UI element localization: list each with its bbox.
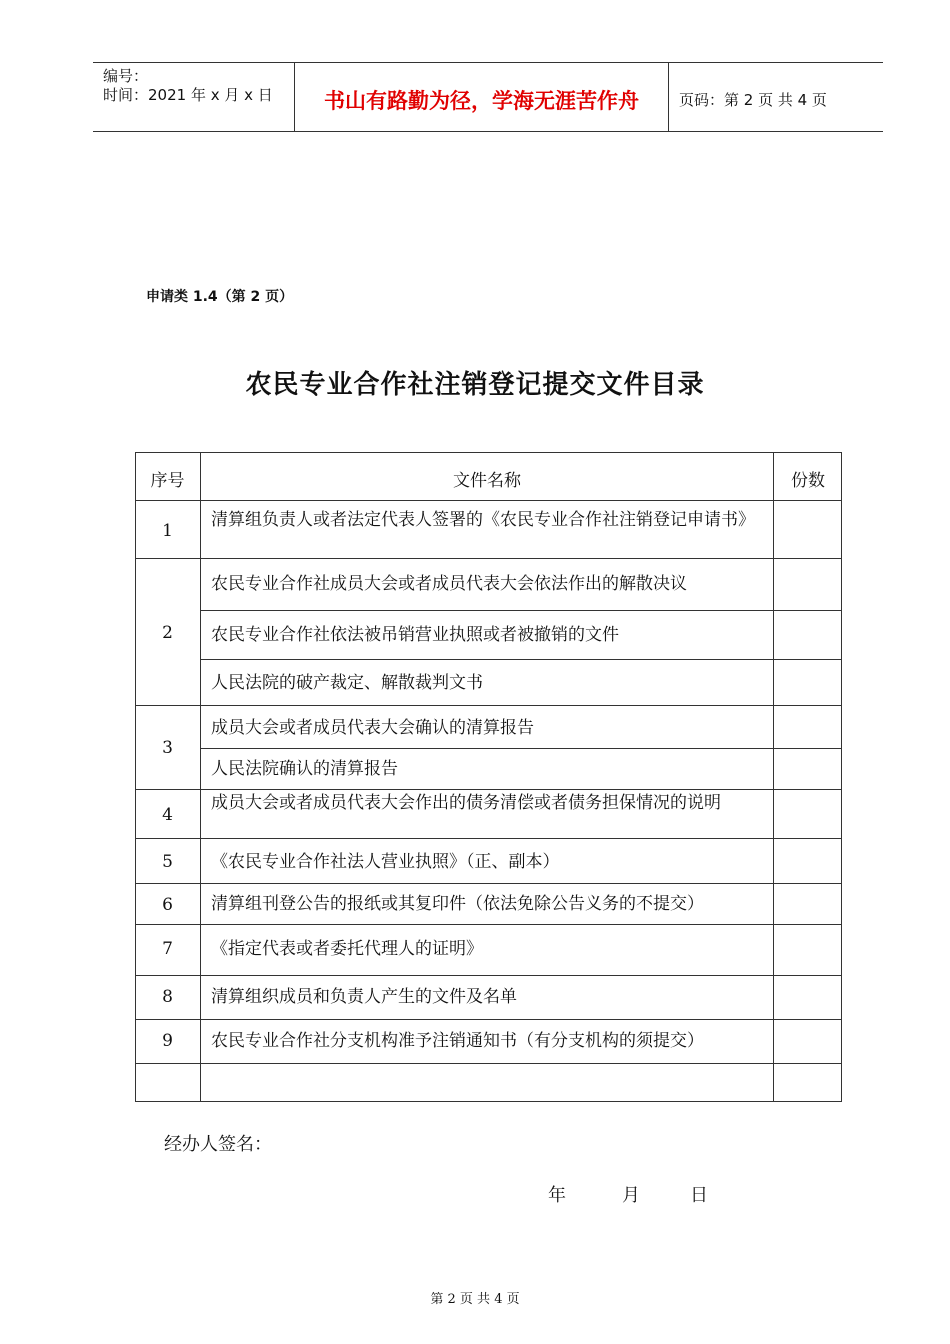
date-year-label: 年	[548, 1185, 566, 1206]
row-line	[135, 1019, 842, 1020]
date-day-label: 日	[690, 1185, 708, 1206]
row-file-name: 清算组织成员和负责人产生的文件及名单	[211, 987, 517, 1007]
row-index: 8	[162, 987, 173, 1007]
row-line	[135, 883, 842, 884]
row-line	[135, 705, 842, 706]
row-index: 7	[162, 939, 173, 959]
table-header-copies: 份数	[791, 471, 825, 491]
document-number-label: 编号：	[103, 67, 149, 85]
row-line	[135, 1063, 842, 1064]
row-index: 2	[162, 623, 173, 643]
row-line	[135, 500, 842, 501]
row-index: 1	[162, 521, 173, 541]
row-file-name: 成员大会或者成员代表大会确认的清算报告	[211, 718, 534, 738]
row-line	[135, 838, 842, 839]
row-file-name: 清算组刊登公告的报纸或其复印件（依法免除公告义务的不提交）	[211, 894, 704, 914]
date-month-label: 月	[622, 1185, 640, 1206]
row-index: 5	[162, 852, 173, 872]
file-list-table	[135, 452, 842, 1102]
header-motto-cell	[295, 63, 669, 131]
row-index: 9	[162, 1031, 173, 1051]
row-line	[135, 558, 842, 559]
row-line	[200, 610, 842, 611]
header-page-info: 页码：第 2 页 共 4 页	[679, 91, 827, 109]
header-meta-cell	[93, 63, 295, 131]
row-file-name: 《农民专业合作社法人营业执照》（正、副本）	[211, 852, 560, 872]
row-file-name: 农民专业合作社成员大会或者成员代表大会依法作出的解散决议	[211, 574, 687, 594]
row-file-name: 农民专业合作社分支机构准予注销通知书（有分支机构的须提交）	[211, 1031, 704, 1051]
row-line	[135, 975, 842, 976]
header-page-cell	[669, 63, 883, 131]
table-border-right	[841, 452, 842, 1102]
signature-label: 经办人签名：	[164, 1134, 272, 1155]
document-time-label: 时间：2021 年 x 月 x 日	[103, 86, 273, 104]
table-border-bottom	[135, 1101, 842, 1102]
table-header-name: 文件名称	[453, 471, 521, 491]
row-file-name: 人民法院确认的清算报告	[211, 759, 398, 779]
row-index: 4	[162, 805, 173, 825]
row-index: 3	[162, 738, 173, 758]
row-line	[135, 924, 842, 925]
row-line	[135, 789, 842, 790]
table-divider-copies	[773, 452, 774, 1102]
form-class-label: 申请类 1.4（第 2 页）	[146, 289, 294, 305]
table-border-top	[135, 452, 842, 453]
row-file-name: 《指定代表或者委托代理人的证明》	[211, 939, 483, 959]
row-file-name: 农民专业合作社依法被吊销营业执照或者被撤销的文件	[211, 625, 619, 645]
header-motto: 书山有路勤为径，学海无涯苦作舟	[324, 89, 639, 113]
row-line	[200, 748, 842, 749]
row-file-name: 清算组负责人或者法定代表人签署的《农民专业合作社注销登记申请书》	[211, 510, 755, 530]
row-line	[200, 659, 842, 660]
table-divider-index	[200, 452, 201, 1102]
page-footer: 第 2 页 共 4 页	[430, 1292, 520, 1307]
table-header-index: 序号	[150, 471, 185, 491]
document-title: 农民专业合作社注销登记提交文件目录	[245, 370, 705, 400]
row-file-name: 人民法院的破产裁定、解散裁判文书	[211, 673, 483, 693]
row-index: 6	[162, 895, 173, 915]
page-header	[93, 62, 883, 132]
row-file-name: 成员大会或者成员代表大会作出的债务清偿或者债务担保情况的说明	[211, 793, 721, 813]
